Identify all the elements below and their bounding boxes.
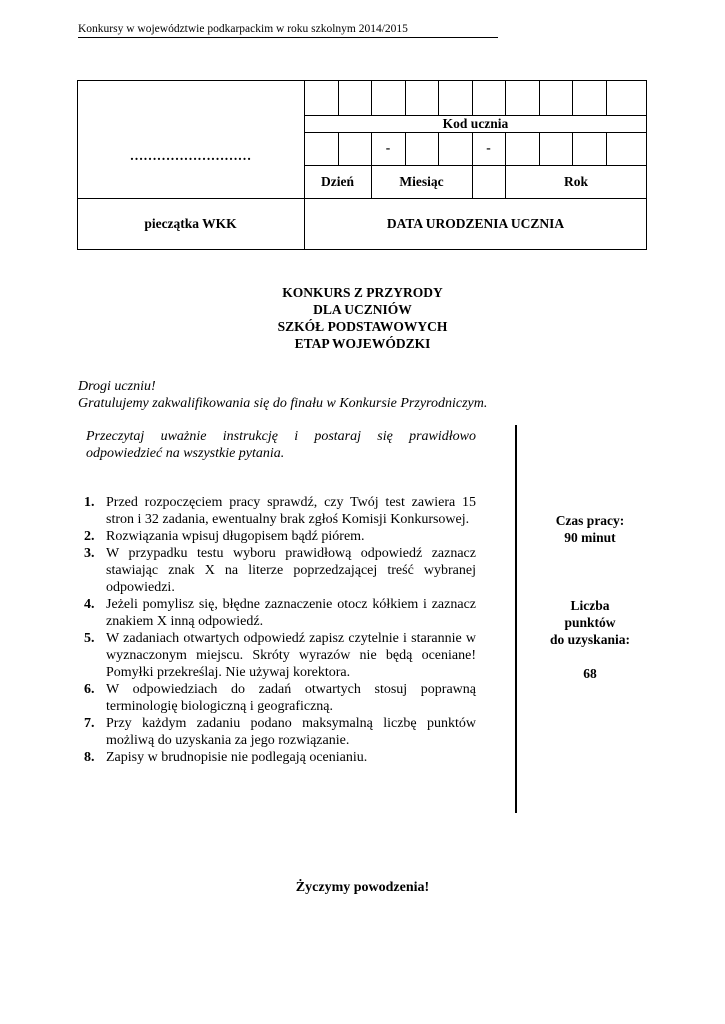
title-line: DLA UCZNIÓW [313,302,412,317]
stamp-placeholder: ……………………… [129,148,252,163]
time-label: Czas pracy: [555,513,625,528]
table-border-top [77,80,647,81]
table-border-bottom [77,249,647,250]
stamp-label: pieczątka WKK [144,216,237,231]
greeting-line-1: Drogi uczniu! [78,379,156,394]
code-label-line [304,132,647,133]
day-label: Dzień [321,174,354,189]
list-item: 6. W odpowiedziach do zadań otwartych stosuj poprawną terminologię biologiczną i geograficzną. [84,682,476,714]
date-separator-2: - [486,140,491,155]
list-item: 7. Przy każdym zadaniu podano maksymalną liczbę punktów możliwą do uzyskania za jego rozwiązanie. [84,716,476,748]
date-row-line [304,165,647,166]
points-label: do uzyskania: [550,632,630,647]
stamp-row-line [77,198,647,199]
title-line: SZKÓŁ PODSTAWOWYCH [277,319,448,334]
list-item: 2. Rozwiązania wpisuj długopisem bądź piórem. [84,529,365,544]
list-item: 5. W zadaniach otwartych odpowiedź zapisz czytelnie i starannie w wyznaczonym miejscu. Skróty wyrazów nie będą oceniane! Pomyłki przekreślaj. Nie używaj korektora. [84,631,476,680]
points-value: 68 [583,666,597,681]
title-line: ETAP WOJEWÓDZKI [294,336,431,351]
student-code-label: Kod ucznia [442,116,509,131]
instructions-list [78,494,476,766]
closing-wish: Życzymy powodzenia! [295,880,430,895]
page-header: Konkursy w województwie podkarpackim w roku szkolnym 2014/2015 [78,22,498,38]
list-item: 4. Jeżeli pomylisz się, błędne zaznaczenie otocz kółkiem i zaznacz znakiem X inną odpowiedź. [84,597,476,629]
list-item: 1. Przed rozpoczęciem pracy sprawdź, czy Twój test zawiera 15 stron i 32 zadania, ewentualny brak zgłoś Komisji Konkursowej. [84,495,476,527]
student-info-table [77,80,647,250]
time-info [530,512,650,546]
greeting-line-2: Gratulujemy zakwalifikowania się do finału w Konkursie Przyrodniczym. [78,396,488,411]
date-separator-1: - [385,140,391,155]
greeting [78,378,487,412]
title-line: KONKURS Z PRZYRODY [282,285,443,300]
month-label: Miesiąc [399,174,444,189]
list-item: 8. Zapisy w brudnopisie nie podlegają ocenianiu. [84,750,368,765]
contest-title [0,284,725,352]
column-divider [515,425,517,813]
points-label: Liczba [570,598,610,613]
birth-date-label: DATA URODZENIA UCZNIA [386,216,565,231]
points-label: punktów [564,615,616,630]
time-value: 90 minut [564,530,616,545]
list-item: 3. W przypadku testu wyboru prawidłową odpowiedź zaznacz stawiając znak X na literze poprzedzającej treść wybranej odpowiedzi. [84,546,476,595]
points-info [530,597,650,682]
instructions-intro: Przeczytaj uważnie instrukcję i postaraj się prawidłowo odpowiedzieć na wszystkie pytania. [86,429,476,461]
year-label: Rok [563,174,588,189]
